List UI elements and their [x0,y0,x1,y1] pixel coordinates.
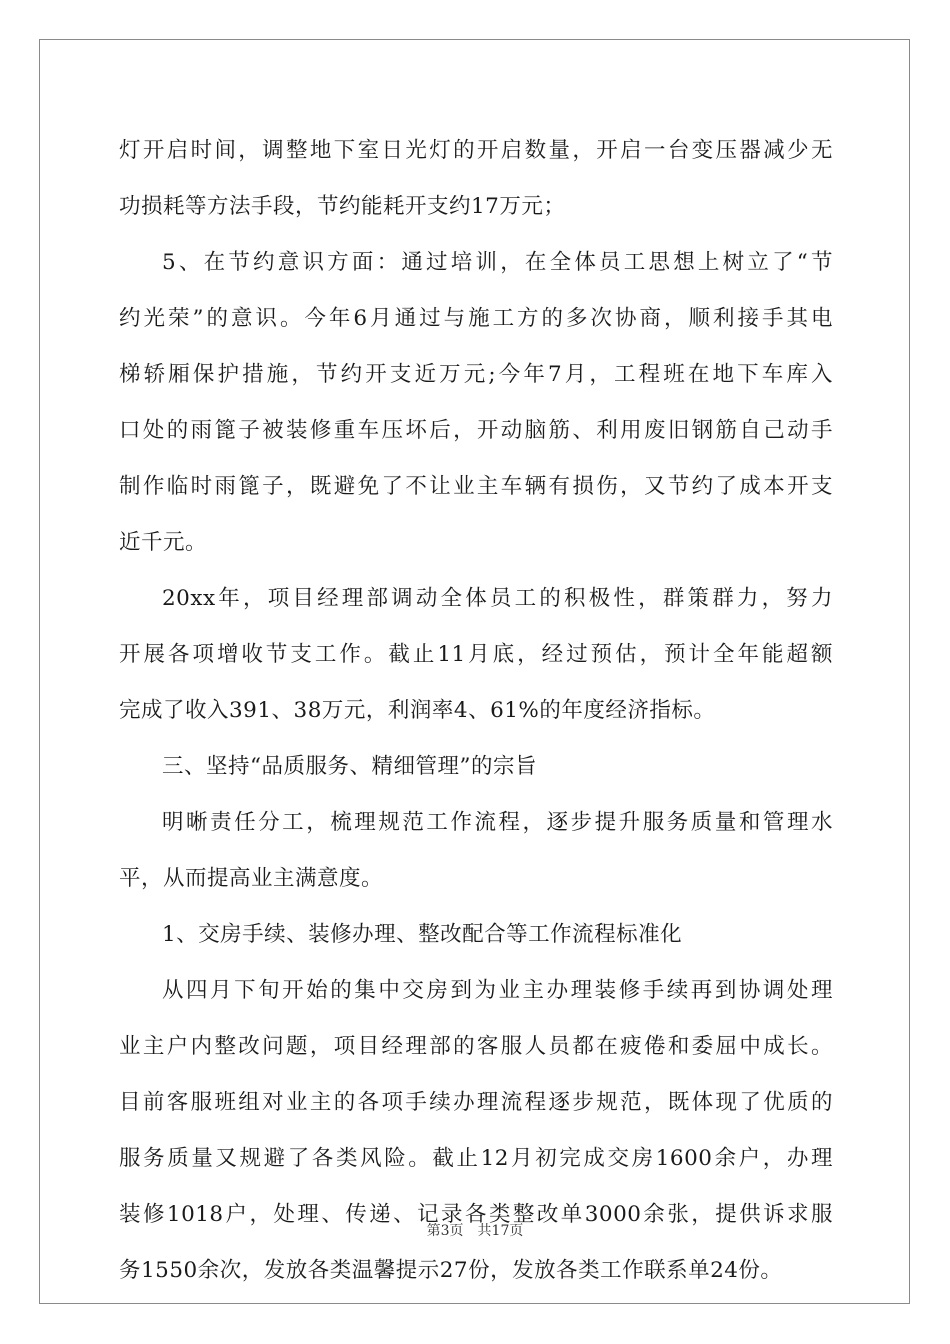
text-line: 口处的雨篦子被装修重车压坏后，开动脑筋、利用废旧钢筋自己动手 [119,418,833,443]
text-line: 灯开启时间，调整地下室日光灯的开启数量，开启一台变压器减少无 [119,138,833,163]
text-line: 三、坚持“品质服务、精细管理”的宗旨 [162,754,537,779]
text-line: 服务质量又规避了各类风险。截止12月初完成交房1600余户，办理 [119,1146,833,1171]
text-line: 5、在节约意识方面：通过培训，在全体员工思想上树立了“节 [162,250,833,275]
text-line: 1、交房手续、装修办理、整改配合等工作流程标准化 [162,922,683,947]
text-line: 业主户内整改问题，项目经理部的客服人员都在疲倦和委屈中成长。 [119,1034,833,1059]
text-line: 务1550余次，发放各类温馨提示27份，发放各类工作联系单24份。 [119,1258,783,1283]
page-total: 共17页 [477,1223,524,1239]
page-footer [0,1220,950,1240]
text-line: 20xx年，项目经理部调动全体员工的积极性，群策群力，努力 [162,586,833,611]
text-line: 开展各项增收节支工作。截止11月底，经过预估，预计全年能超额 [119,642,833,667]
text-line: 约光荣”的意识。今年6月通过与施工方的多次协商，顺利接手其电 [119,306,833,331]
document-body [119,123,833,1299]
text-line: 装修1018户，处理、传递、记录各类整改单3000余张，提供诉求服 [119,1202,833,1227]
text-line: 梯轿厢保护措施，节约开支近万元;今年7月，工程班在地下车库入 [119,362,833,387]
text-line: 明晰责任分工，梳理规范工作流程，逐步提升服务质量和管理水 [162,810,833,835]
page-number: 第3页 [426,1223,464,1239]
text-line: 功损耗等方法手段，节约能耗开支约17万元； [119,194,566,219]
text-line: 目前客服班组对业主的各项手续办理流程逐步规范，既体现了优质的 [119,1090,833,1115]
text-line: 近千元。 [119,530,208,555]
text-line: 从四月下旬开始的集中交房到为业主办理装修手续再到协调处理 [162,978,833,1003]
text-line: 完成了收入391、38万元，利润率4、61%的年度经济指标。 [119,698,716,723]
text-line: 制作临时雨篦子，既避免了不让业主车辆有损伤，又节约了成本开支 [119,474,833,499]
text-line: 平，从而提高业主满意度。 [119,866,384,891]
